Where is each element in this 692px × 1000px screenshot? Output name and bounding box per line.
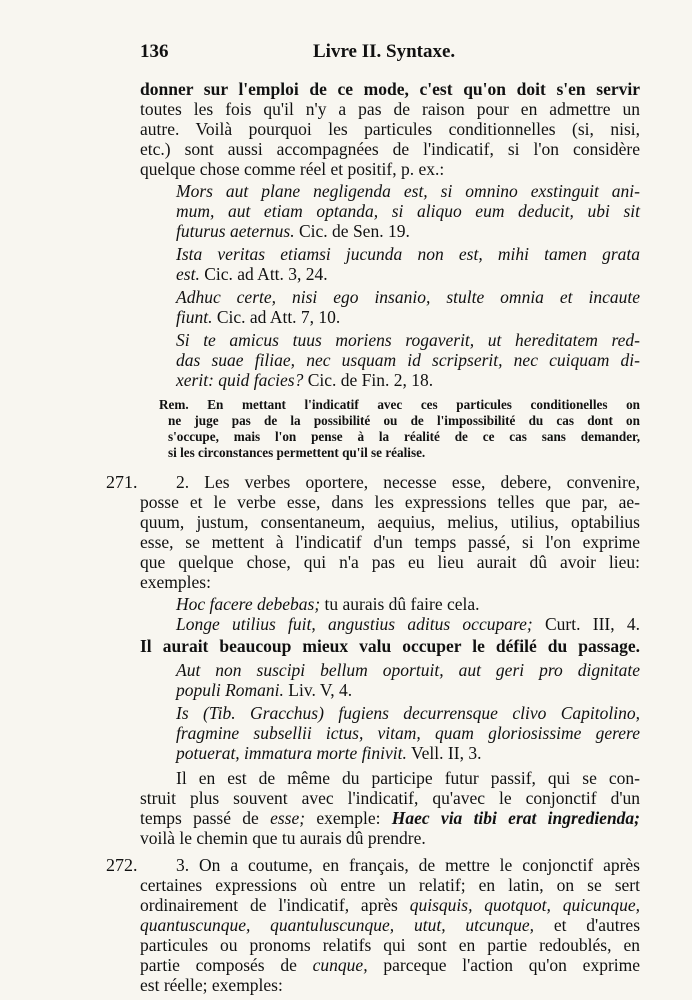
text-line: quelque chose comme réel et positif, p. ex.: (140, 159, 445, 179)
remark-line: Rem. En mettant l'indicatif avec ces particules conditionelles on (159, 397, 640, 412)
remark-line: ne juge pas de la possibilité ou de l'impossibilité du cas dont on (168, 413, 640, 428)
example-line: das suae filiae, nec usquam id scripserit, nec cuiquam di- (176, 350, 640, 370)
example-line: Is (Tib. Gracchus) fugiens decurrensque clivo Capitolino, (176, 703, 640, 723)
example-line: xerit: quid facies? Cic. de Fin. 2, 18. (176, 370, 434, 390)
example-line: fiunt. Cic. ad Att. 7, 10. (176, 307, 341, 327)
remark-line: si les circonstances permettent qu'il se réalise. (168, 445, 426, 460)
text-line: struit plus souvent avec l'indicatif, qu'avec le conjonctif d'un (140, 788, 640, 808)
text-line: Il en est de même du participe futur passif, qui se con- (176, 768, 640, 788)
text-line: ordinairement de l'indicatif, après quisquis, quotquot, quicunque, (140, 895, 641, 915)
page-number: 136 (140, 41, 169, 62)
example-line: est. Cic. ad Att. 3, 24. (176, 264, 328, 284)
section-number: 272. (106, 855, 138, 875)
text-line: esse, se mettent à l'indicatif d'un temps passé, si l'on exprime (140, 532, 640, 552)
example-line: fragmine subsellii ictus, vitam, quam gloriosissime gerere (176, 723, 640, 743)
text-line: exemples: (140, 572, 211, 592)
citation: Cic. de Fin. 2, 18. (307, 370, 434, 390)
running-title: Livre II. Syntaxe. (313, 41, 456, 62)
example-line: Mors aut plane negligenda est, si omnino exstinguit ani- (176, 181, 640, 201)
text-line: etc.) sont aussi accompagnées de l'indicatif, si l'on considère (140, 139, 640, 159)
citation: Vell. II, 3. (410, 743, 482, 763)
example-line: potuerat, immatura morte finivit. Vell. II, 3. (176, 743, 482, 763)
text-line: 3. On a coutume, en français, de mettre le conjonctif après (176, 855, 640, 875)
text-line: toutes les fois qu'il n'y a pas de raison pour en admettre un (140, 99, 640, 119)
example-line: mum, aut etiam optanda, si aliquo eum deducit, ubi sit (176, 201, 640, 221)
remark-line: s'occupe, mais l'on pense à la réalité de ce cas sans demander, (168, 429, 640, 444)
text-line: particules ou pronoms relatifs qui sont en partie redoublés, en (140, 935, 640, 955)
text-line: posse et le verbe esse, dans les expressions telles que par, ae- (140, 492, 640, 512)
citation: Cic. ad Att. 7, 10. (216, 307, 341, 327)
citation: Cic. de Sen. 19. (299, 221, 410, 241)
text-line: 2. Les verbes oportere, necesse esse, debere, convenire, (176, 472, 640, 492)
text-line: autre. Voilà pourquoi les particules conditionnelles (si, nisi, (140, 119, 640, 139)
citation: Curt. III, 4. (544, 614, 640, 634)
example-line: Hoc facere debebas; tu aurais dû faire cela. (176, 594, 480, 614)
example-line: Longe utilius fuit, angustius aditus occupare; Curt. III, 4. (176, 614, 640, 634)
example-line: futurus aeternus. Cic. de Sen. 19. (176, 221, 410, 241)
text-line: partie composés de cunque, parceque l'action qu'on exprime (140, 955, 641, 975)
bold-line: Il aurait beaucoup mieux valu occuper le défilé du passage. (140, 636, 640, 656)
text-line: quantuscunque, quantuluscunque, utut, utcunque, et d'autres (140, 915, 640, 935)
example-line: Aut non suscipi bellum oportuit, aut geri pro dignitate (176, 660, 640, 680)
section-number: 271. (106, 472, 138, 492)
example-line: Si te amicus tuus moriens rogaverit, ut hereditatem red- (176, 330, 640, 350)
citation: Liv. V, 4. (288, 680, 353, 700)
text-line: que quelque chose, qui n'a pas eu lieu aurait dû avoir lieu: (140, 552, 640, 572)
example-line: populi Romani. Liv. V, 4. (176, 680, 353, 700)
citation: Cic. ad Att. 3, 24. (204, 264, 328, 284)
text-line: voilà le chemin que tu aurais dû prendre. (140, 828, 426, 848)
text-line: quum, justum, consentaneum, aequius, melius, utilius, optabilius (140, 512, 640, 532)
text-line: donner sur l'emploi de ce mode, c'est qu'on doit s'en servir (140, 79, 640, 99)
text-line: est réelle; exemples: (140, 975, 283, 995)
example-line: Ista veritas etiamsi jucunda non est, mihi tamen grata (176, 244, 640, 264)
text-line: temps passé de esse; exemple: Haec via tibi erat ingredienda; (140, 808, 641, 828)
example-line: Adhuc certe, nisi ego insanio, stulte omnia et incaute (176, 287, 640, 307)
text-line: certaines expressions où entre un relatif; en latin, on se sert (140, 875, 640, 895)
